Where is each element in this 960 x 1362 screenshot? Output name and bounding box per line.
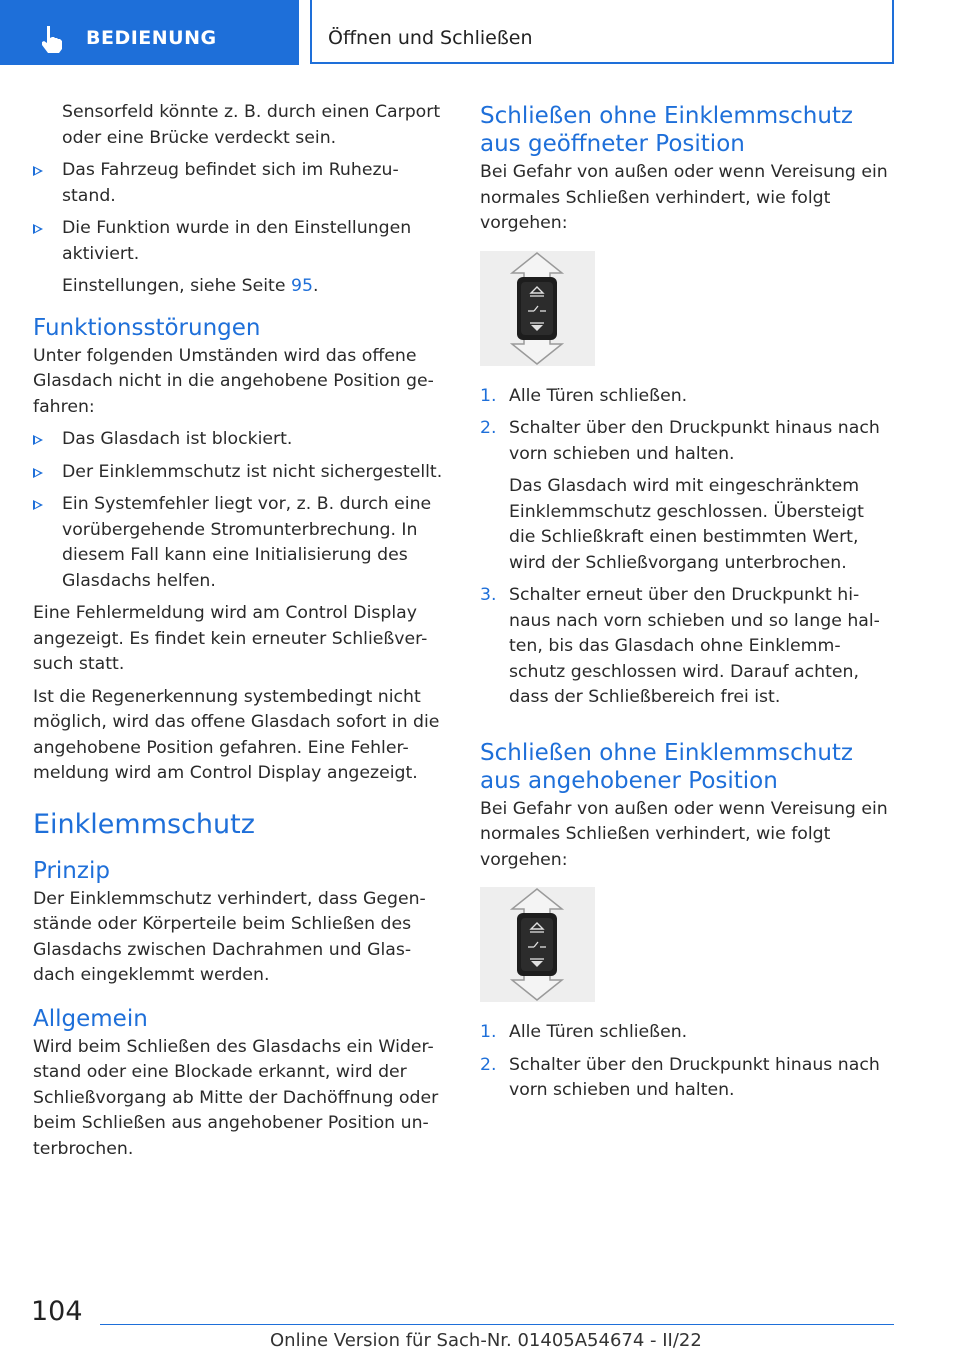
settings-reference-text: Einstellungen, siehe Seite	[62, 276, 286, 296]
bullet-triangle-icon	[33, 500, 43, 510]
footer-divider	[100, 1324, 894, 1325]
numbered-step	[480, 1020, 895, 1046]
paragraph: Bei Gefahr von außen oder wenn Vereisung ein normales Schließen verhindert, wie folgt vorgehen:	[480, 798, 888, 870]
right-column	[480, 100, 895, 1111]
list-item	[33, 158, 448, 209]
paragraph: Bei Gefahr von außen oder wenn Vereisung ein normales Schließen verhindert, wie folgt vorgehen:	[480, 162, 888, 233]
numbered-step	[480, 384, 895, 410]
heading-allgemein: Allgemein	[33, 1005, 148, 1032]
bullet-triangle-icon	[33, 468, 43, 478]
chapter-title: Öffnen und Schließen	[328, 27, 533, 49]
step-text: Schalter über den Druckpunkt hinaus nach vorn schieben und halten.	[509, 418, 880, 464]
page-link[interactable]: 95	[290, 276, 313, 296]
roof-switch-icon	[480, 251, 595, 366]
list-item-text: Der Einklemmschutz ist nicht sichergestellt.	[62, 461, 443, 482]
list-item-text: Das Fahrzeug befindet sich im Ruhezu-stand.	[62, 160, 399, 206]
section-label: BEDIENUNG	[86, 27, 217, 49]
list-item	[33, 460, 448, 486]
pointing-hand-icon	[38, 24, 66, 54]
heading-angehobene-position: Schließen ohne Einklemmschutz aus angehobener Position	[480, 739, 854, 794]
numbered-step	[480, 416, 895, 467]
heading-prinzip: Prinzip	[33, 857, 110, 884]
step-text: Alle Türen schließen.	[509, 385, 688, 406]
roof-switch-icon	[480, 887, 595, 1002]
bullet-triangle-icon	[33, 166, 43, 176]
step-number: 1.	[480, 385, 497, 406]
heading-geoeffnete-position: Schließen ohne Einklemmschutz aus geöffneter Position	[480, 103, 854, 157]
list-item	[33, 427, 448, 453]
paragraph: Unter folgenden Umständen wird das offene Glasdach nicht in die angehobene Position ge-fahren:	[33, 345, 434, 417]
step-number: 2.	[480, 1054, 497, 1075]
bullet-triangle-icon	[33, 435, 43, 445]
list-item-text: Ein Systemfehler liegt vor, z. B. durch eine vorübergehende Stromunterbrechung. In diesem Fall kann eine Initialisierung des Glasdachs helfen.	[62, 494, 432, 591]
heading-funktionsstoerungen: Funktionsstörungen	[33, 314, 261, 341]
heading-einklemmschutz: Einklemmschutz	[33, 808, 255, 840]
chapter-title-box	[310, 0, 894, 64]
online-version-note: Online Version für Sach-Nr. 01405A54674 - II/22	[270, 1330, 702, 1351]
step-text: Schalter über den Druckpunkt hinaus nach vorn schieben und halten.	[509, 1054, 880, 1100]
list-item	[33, 492, 448, 594]
numbered-step	[480, 1053, 895, 1104]
bullet-triangle-icon	[33, 224, 43, 234]
step-text: Schalter erneut über den Druckpunkt hi-naus nach vorn schieben und so lange hal-ten, bis das Glasdach ohne Einklemm-schutz geschlossen wird. Darauf achten, dass der Schließbereich frei ist.	[509, 585, 880, 707]
list-item-text: Die Funktion wurde in den Einstellungen aktiviert.	[62, 218, 412, 264]
left-column	[33, 100, 448, 1169]
paragraph: Eine Fehlermeldung wird am Control Display angezeigt. Es findet kein erneuter Schließver-such statt.	[33, 603, 428, 674]
page-number: 104	[31, 1296, 83, 1327]
list-item-text: Das Glasdach ist blockiert.	[62, 429, 293, 449]
settings-reference	[33, 274, 448, 300]
paragraph: Sensorfeld könnte z. B. durch einen Carport oder eine Brücke verdeckt sein.	[62, 102, 441, 148]
roof-switch-illustration	[480, 251, 595, 366]
roof-switch-illustration	[480, 887, 595, 1002]
step-number: 3.	[480, 585, 497, 605]
paragraph: Der Einklemmschutz verhindert, dass Gegen-stände oder Körperteile beim Schließen des Glasdachs zwischen Dachrahmen und Glas-dach eingeklemmt werden.	[33, 888, 426, 985]
settings-reference-end: .	[312, 276, 319, 296]
step-note: Das Glasdach wird mit eingeschränktem Einklemmschutz geschlossen. Übersteigt die Schließkraft einen bestimmten Wert, wird der Schließvorgang unterbrochen.	[509, 476, 864, 573]
paragraph: Ist die Regenerkennung systembedingt nicht möglich, wird das offene Glasdach sofort in die angehobene Position gefahren. Eine Fehler-meldung wird am Control Display angezeigt.	[33, 686, 440, 783]
header-section-tab	[0, 0, 299, 65]
numbered-step	[480, 583, 895, 711]
step-number: 1.	[480, 1022, 497, 1042]
list-item	[33, 216, 448, 267]
paragraph: Wird beim Schließen des Glasdachs ein Wider-stand oder eine Blockade erkannt, wird der Schließvorgang ab Mitte der Dachöffnung oder beim Schließen aus angehobener Position un-terbrochen.	[33, 1036, 439, 1159]
step-number: 2.	[480, 418, 497, 438]
step-text: Alle Türen schließen.	[509, 1022, 688, 1042]
